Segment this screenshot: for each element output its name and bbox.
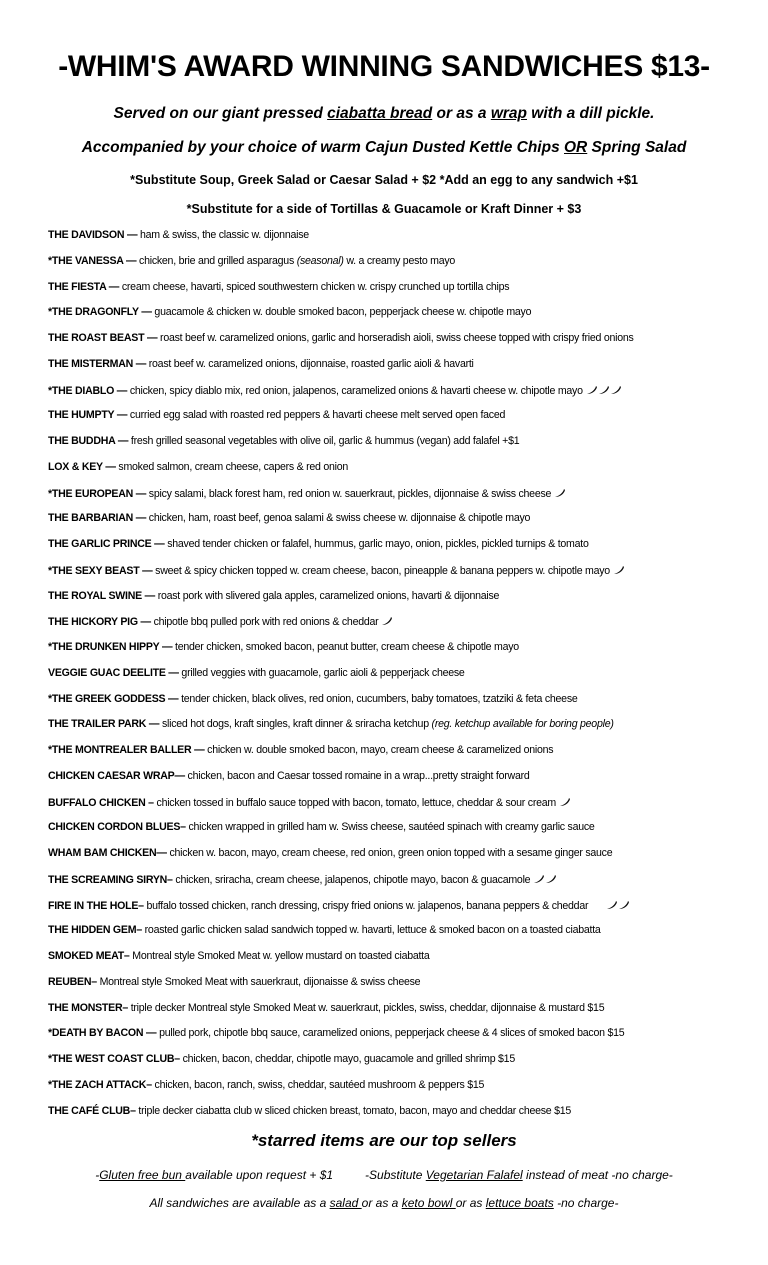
- item-name: REUBEN–: [48, 975, 100, 988]
- menu-item: [48, 306, 748, 332]
- item-description: chicken tossed in buffalo sauce topped with bacon, tomato, lettuce, cheddar & sour cream: [156, 796, 556, 809]
- bread-note: Served on our giant pressed ciabatta bread or as a wrap with a dill pickle.: [113, 105, 655, 122]
- item-name: THE CAFÉ CLUB–: [48, 1104, 139, 1117]
- item-description: spicy salami, black forest ham, red onion w. sauerkraut, pickles, dijonnaise & swiss cheese: [148, 487, 552, 500]
- menu-item: [48, 615, 748, 641]
- item-description: roast beef w. caramelized onions, dijonnaise, roasted garlic aioli & havarti: [148, 357, 474, 370]
- chili-pepper-icon: [554, 488, 563, 497]
- menu-item: [48, 255, 748, 281]
- item-description: roast beef w. caramelized onions, garlic and horseradish aioli, swiss cheese topped with crispy fried onions: [160, 332, 634, 344]
- item-description: chicken w. double smoked bacon, mayo, cream cheese & caramelized onions: [207, 744, 554, 756]
- item-description: chipotle bbq pulled pork with red onions & cheddar: [153, 616, 379, 629]
- item-name: THE ROYAL SWINE —: [48, 589, 158, 602]
- item-description: chicken, sriracha, cream cheese, jalapenos, chipotle mayo, bacon & guacamole: [175, 873, 531, 886]
- item-name: THE HICKORY PIG —: [48, 616, 154, 629]
- item-name: CHICKEN CORDON BLUES–: [48, 821, 189, 834]
- item-name: THE FIESTA —: [48, 280, 122, 293]
- menu-item: [48, 718, 748, 744]
- item-name: *THE DIABLO —: [48, 384, 130, 397]
- item-description: triple decker ciabatta club w sliced chicken breast, tomato, bacon, mayo and cheddar cheese $15: [138, 1104, 572, 1117]
- item-description: chicken, bacon and Caesar tossed romaine in a wrap...pretty straight forward: [187, 769, 530, 782]
- menu-item: [48, 538, 748, 564]
- item-name: *THE ZACH ATTACK–: [48, 1078, 155, 1091]
- item-name: THE SCREAMING SIRYN–: [48, 873, 176, 886]
- item-description: roasted garlic chicken salad sandwich topped w. havarti, lettuce & smoked bacon on a toasted ciabatta: [144, 924, 601, 937]
- menu-item: [48, 924, 748, 950]
- item-description: tender chicken, smoked bacon, peanut butter, cream cheese & chipotle mayo: [175, 641, 519, 653]
- item-name: THE HUMPTY —: [48, 409, 130, 422]
- item-description-end: w. a creamy pesto mayo: [343, 254, 456, 267]
- substitute-side-note: *Substitute for a side of Tortillas & Guacamole or Kraft Dinner + $3: [186, 202, 582, 216]
- menu-item: [48, 332, 748, 358]
- item-description: triple decker Montreal style Smoked Meat w. sauerkraut, pickles, swiss, cheddar, dijonnaise & mustard $15: [130, 1001, 605, 1014]
- menu-item: [48, 899, 748, 925]
- item-name: FIRE IN THE HOLE–: [48, 899, 147, 912]
- menu-item: [48, 512, 748, 538]
- menu-item: [48, 873, 748, 899]
- menu-item: [48, 281, 748, 307]
- item-name: THE BUDDHA —: [48, 435, 131, 447]
- item-name: *THE DRAGONFLY —: [48, 306, 155, 319]
- item-description: cream cheese, havarti, spiced southwestern chicken w. crispy crunched up tortilla chips: [121, 280, 510, 293]
- menu-item: [48, 641, 748, 667]
- item-name: LOX & KEY —: [48, 460, 119, 473]
- starred-note: *starred items are our top sellers: [251, 1131, 517, 1150]
- chili-pepper-icon: [618, 900, 627, 909]
- item-description: roast pork with slivered gala apples, caramelized onions, havarti & dijonnaise: [157, 589, 500, 602]
- item-name: CHICKEN CAESAR WRAP—: [48, 769, 188, 782]
- item-name: *THE GREEK GODDESS —: [48, 692, 182, 705]
- menu-item: [48, 564, 748, 590]
- item-description: tender chicken, black olives, red onion, cucumbers, baby tomatoes, tzatziki & feta cheese: [181, 692, 578, 705]
- sandwich-list: [48, 229, 748, 1130]
- gluten-falafel-note: -Gluten free bun available upon request + $1 -Substitute Vegetarian Falafel instead of meat -no charge-: [95, 1168, 673, 1182]
- item-name: THE DAVIDSON —: [48, 229, 140, 241]
- menu-item: [48, 1002, 748, 1028]
- item-description: sweet & spicy chicken topped w. cream cheese, bacon, pineapple & banana peppers w. chipotle mayo: [155, 564, 610, 577]
- menu-item: [48, 770, 748, 796]
- chili-pepper-icon: [586, 385, 595, 394]
- menu-item: [48, 796, 748, 822]
- item-description: ham & swiss, the classic w. dijonnaise: [140, 229, 309, 241]
- item-description: chicken, bacon, ranch, swiss, cheddar, sautéed mushroom & peppers $15: [154, 1078, 485, 1091]
- item-description: sliced hot dogs, kraft singles, kraft dinner & sriracha ketchup: [161, 718, 432, 731]
- item-description: chicken, brie and grilled asparagus: [139, 254, 297, 267]
- menu-item: [48, 435, 748, 461]
- item-name: *THE SEXY BEAST —: [48, 564, 156, 577]
- menu-item: [48, 1027, 748, 1053]
- item-note: (reg. ketchup available for boring people): [431, 718, 614, 731]
- item-name: *THE EUROPEAN —: [48, 487, 149, 500]
- item-description: chicken, bacon, cheddar, chipotle mayo, guacamole and grilled shrimp $15: [182, 1053, 515, 1065]
- item-name: THE BARBARIAN —: [48, 512, 149, 525]
- chili-pepper-icon: [598, 385, 607, 394]
- item-name: BUFFALO CHICKEN –: [48, 796, 157, 809]
- item-name: THE MISTERMAN —: [48, 357, 149, 370]
- menu-item: [48, 950, 748, 976]
- chili-pepper-icon: [533, 874, 542, 883]
- menu-item: [48, 229, 748, 255]
- item-name: *THE WEST COAST CLUB–: [48, 1053, 183, 1065]
- menu-item: [48, 821, 748, 847]
- item-name: VEGGIE GUAC DEELITE —: [48, 666, 182, 679]
- item-note: (seasonal): [296, 254, 344, 267]
- item-description: chicken, ham, roast beef, genoa salami & swiss cheese w. dijonnaise & chipotle mayo: [148, 512, 531, 525]
- menu-item: [48, 409, 748, 435]
- item-description: Montreal style Smoked Meat w. yellow mustard on toasted ciabatta: [132, 950, 430, 962]
- chili-pepper-icon: [613, 565, 622, 574]
- item-description: chicken wrapped in grilled ham w. Swiss cheese, sautéed spinach with creamy garlic sauce: [188, 821, 595, 834]
- menu-item: [48, 847, 748, 873]
- item-description: curried egg salad with roasted red peppers & havarti cheese melt served open faced: [129, 409, 506, 422]
- item-description: smoked salmon, cream cheese, capers & red onion: [118, 460, 349, 473]
- menu-item: [48, 744, 748, 770]
- item-name: THE MONSTER–: [48, 1001, 131, 1014]
- item-description: guacamole & chicken w. double smoked bacon, pepperjack cheese w. chipotle mayo: [154, 306, 532, 319]
- menu-item: [48, 590, 748, 616]
- menu-item: [48, 384, 748, 410]
- menu-item: [48, 693, 748, 719]
- salad-option-note: All sandwiches are available as a salad or as a keto bowl or as lettuce boats -no charge-: [149, 1196, 619, 1210]
- menu-item: [48, 1053, 748, 1079]
- item-name: THE GARLIC PRINCE —: [48, 538, 168, 550]
- chili-pepper-icon: [610, 385, 619, 394]
- item-name: *THE VANESSA —: [48, 254, 140, 267]
- item-name: SMOKED MEAT–: [48, 950, 133, 962]
- item-name: THE TRAILER PARK —: [48, 718, 162, 731]
- menu-item: [48, 976, 748, 1002]
- chili-pepper-icon: [381, 616, 390, 625]
- menu-item: [48, 358, 748, 384]
- item-description: fresh grilled seasonal vegetables with olive oil, garlic & hummus (vegan) add falafel +$1: [130, 435, 520, 447]
- item-name: *THE DRUNKEN HIPPY —: [48, 641, 175, 653]
- item-name: THE HIDDEN GEM–: [48, 924, 145, 937]
- chili-pepper-icon: [545, 874, 554, 883]
- item-name: *DEATH BY BACON —: [48, 1027, 160, 1040]
- menu-item: [48, 1105, 748, 1131]
- chili-pepper-icon: [559, 797, 568, 806]
- item-description: chicken, spicy diablo mix, red onion, jalapenos, caramelized onions & havarti cheese w. chipotle mayo: [129, 384, 583, 397]
- menu-item: [48, 1079, 748, 1105]
- item-description: pulled pork, chipotle bbq sauce, caramelized onions, pepperjack cheese & 4 slices of smoked bacon $15: [159, 1027, 625, 1040]
- menu-title: -WHIM'S AWARD WINNING SANDWICHES $13-: [58, 50, 710, 83]
- item-name: WHAM BAM CHICKEN—: [48, 847, 170, 859]
- item-name: THE ROAST BEAST —: [48, 332, 161, 344]
- substitute-note: *Substitute Soup, Greek Salad or Caesar Salad + $2 *Add an egg to any sandwich +$1: [130, 173, 638, 187]
- item-description: Montreal style Smoked Meat with sauerkraut, dijonaisse & swiss cheese: [99, 975, 421, 988]
- side-note: Accompanied by your choice of warm Cajun Dusted Kettle Chips OR Spring Salad: [81, 139, 687, 156]
- item-description: shaved tender chicken or falafel, hummus, garlic mayo, onion, pickles, pickled turnips & tomato: [167, 538, 589, 550]
- menu-item: [48, 487, 748, 513]
- item-description: grilled veggies with guacamole, garlic aioli & pepperjack cheese: [181, 666, 465, 679]
- menu-item: [48, 461, 748, 487]
- chili-pepper-icon: [606, 900, 615, 909]
- menu-item: [48, 667, 748, 693]
- item-description: chicken w. bacon, mayo, cream cheese, red onion, green onion topped with a sesame ginger sauce: [169, 847, 613, 859]
- item-description: buffalo tossed chicken, ranch dressing, crispy fried onions w. jalapenos, banana peppers & cheddar: [146, 899, 589, 912]
- item-name: *THE MONTREALER BALLER —: [48, 744, 208, 756]
